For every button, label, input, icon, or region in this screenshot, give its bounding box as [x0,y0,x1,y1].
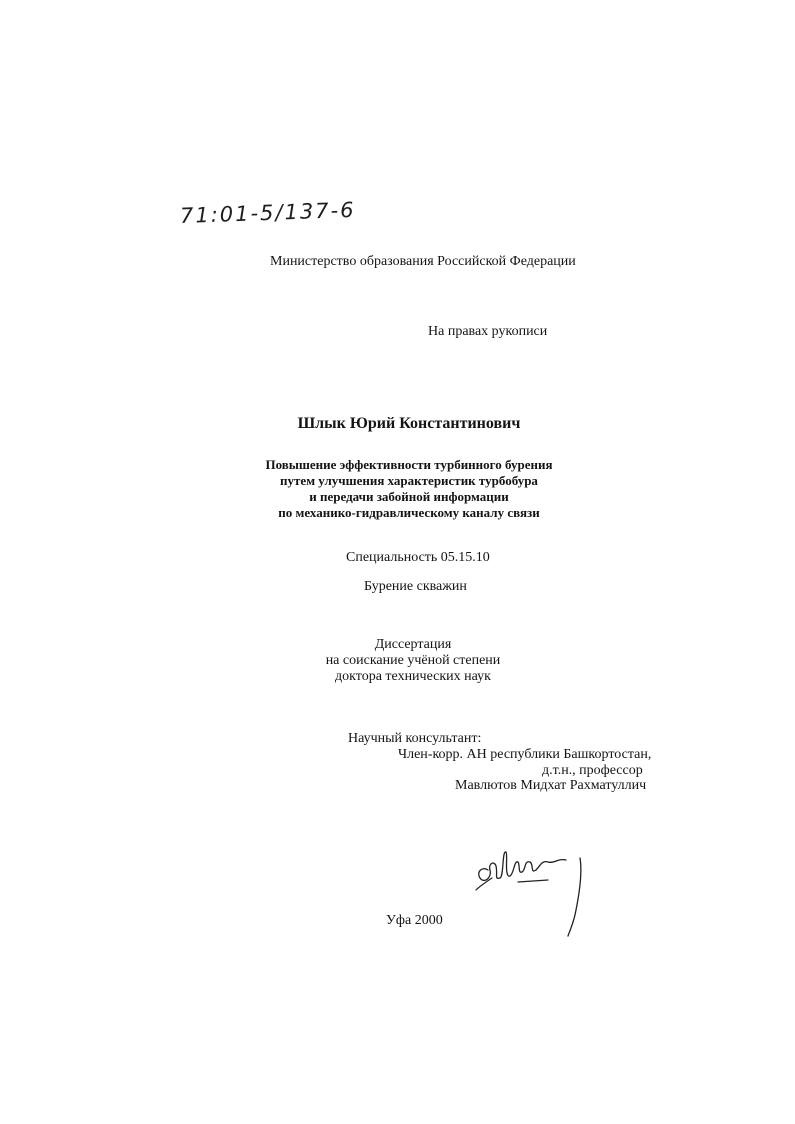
author-name: Шлык Юрий Константинович [297,415,521,432]
dissertation-degree-block [0,637,795,685]
degree-line-3: доктора технических наук [335,669,491,684]
consultant-label: Научный консультант: [348,731,482,746]
dissertation-title [0,457,795,521]
consultant-name: Мавлютов Мидхат Рахматуллич [455,778,647,793]
title-line: по механико-гидравлическому каналу связи [278,505,540,520]
place-year: Уфа 2000 [386,913,443,928]
handwritten-archive-code: 71:01-5/137-6 [179,197,356,228]
title-line: Повышение эффективности турбинного бурения [265,457,553,472]
ministry-line: Министерство образования Российской Федерации [270,254,576,269]
degree-line-1: Диссертация [374,637,452,652]
consultant-title: Член-корр. АН республики Башкортостан, [398,747,652,762]
specialty-name: Бурение скважин [364,579,467,594]
consultant-degree: д.т.н., профессор [542,763,643,778]
specialty-code: Специальность 05.15.10 [346,550,490,565]
title-line: путем улучшения характеристик турбобура [280,473,538,488]
degree-line-2: на соискание учёной степени [325,653,501,668]
title-line: и передачи забойной информации [309,489,509,504]
signature-icon [458,830,598,940]
manuscript-note: На правах рукописи [428,324,548,339]
